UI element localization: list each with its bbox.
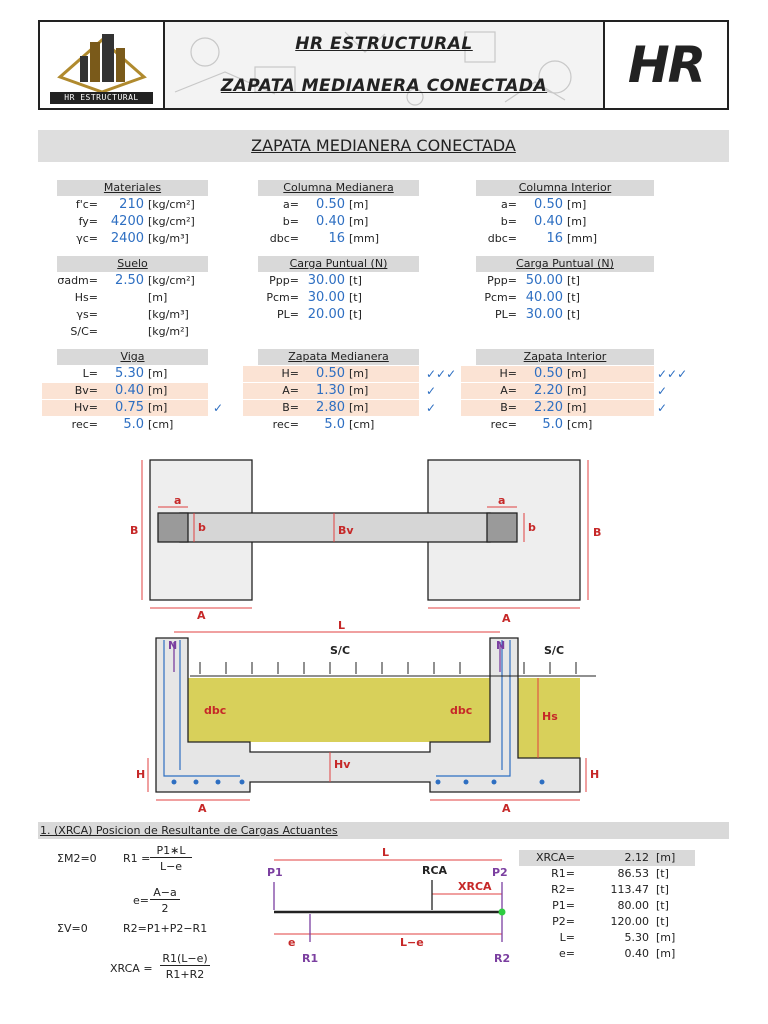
- plan-label-b-right: b: [528, 521, 536, 534]
- section-label-H-right: H: [590, 768, 600, 781]
- columna-interior-row: [461, 231, 654, 247]
- diag-label-RCA: RCA: [422, 864, 448, 877]
- materiales-header: Materiales: [57, 180, 208, 196]
- param-unit: [t]: [567, 308, 580, 321]
- carga-interior-row: [461, 307, 654, 323]
- eq-e-label: e=: [133, 894, 149, 907]
- zapata-interior-row: [461, 417, 654, 433]
- param-unit: [m]: [148, 401, 168, 414]
- result-row: [519, 850, 695, 866]
- param-value[interactable]: 0.75: [115, 400, 144, 415]
- param-key: rec=: [71, 418, 98, 431]
- param-unit: [kg/m³]: [148, 308, 189, 321]
- result-u: [t]: [656, 899, 669, 912]
- viga-row: [42, 366, 208, 382]
- param-value[interactable]: 4200: [110, 214, 144, 229]
- result-k: R2=: [551, 883, 575, 896]
- result-u: [t]: [656, 915, 669, 928]
- param-value[interactable]: 16: [546, 231, 563, 246]
- section-label-sc-left: S/C: [330, 644, 351, 657]
- result-u: [t]: [656, 867, 669, 880]
- param-value[interactable]: 1.30: [316, 383, 345, 398]
- section-label-dbc-right: dbc: [450, 704, 473, 717]
- check-mark-icon: ✓: [426, 384, 437, 398]
- diag-label-R1: R1: [302, 952, 319, 965]
- param-key: Ppp=: [269, 274, 299, 287]
- param-value[interactable]: 0.40: [115, 383, 144, 398]
- carga-medianera-row: [243, 307, 419, 323]
- diag-label-R2: R2: [494, 952, 511, 965]
- param-unit: [kg/m²]: [148, 325, 189, 338]
- materiales-row: [42, 197, 208, 213]
- param-unit: [mm]: [567, 232, 598, 245]
- section1-title: 1. (XRCA) Posicion de Resultante de Cargas Actuantes: [38, 822, 729, 839]
- param-unit: [m]: [349, 367, 369, 380]
- viga-row: [42, 400, 208, 416]
- eq-r1-label: R1 =: [123, 852, 151, 865]
- param-unit: [kg/cm²]: [148, 215, 195, 228]
- section-label-A-left: A: [198, 802, 207, 815]
- result-v: 2.12: [624, 851, 649, 864]
- zapata-interior-row: [461, 400, 654, 416]
- eq-e-numerator: A−a: [150, 886, 180, 900]
- param-value[interactable]: 210: [119, 197, 144, 212]
- param-value[interactable]: 30.00: [525, 307, 563, 322]
- result-row: [519, 930, 695, 946]
- section-label-L: L: [338, 620, 346, 632]
- zapata-medianera-row: [243, 366, 419, 382]
- company-logo: [40, 22, 165, 108]
- diag-label-e: e: [288, 936, 296, 949]
- param-value[interactable]: 40.00: [525, 290, 563, 305]
- param-key: b=: [282, 215, 299, 228]
- result-row: [519, 866, 695, 882]
- viga-row: [42, 383, 208, 399]
- param-key: Bv=: [74, 384, 98, 397]
- param-unit: [m]: [148, 291, 168, 304]
- param-value[interactable]: 20.00: [307, 307, 345, 322]
- plan-label-A-left: A: [197, 609, 206, 622]
- viga-row: [42, 417, 208, 433]
- param-key: Pcm=: [266, 291, 299, 304]
- param-unit: [cm]: [349, 418, 375, 431]
- result-u: [m]: [656, 851, 676, 864]
- param-key: PL=: [277, 308, 299, 321]
- param-key: rec=: [272, 418, 299, 431]
- eq-xrca-label: XRCA =: [110, 962, 153, 975]
- suelo-row: [42, 290, 208, 306]
- diag-label-L-e: L−e: [400, 936, 424, 949]
- param-unit: [cm]: [567, 418, 593, 431]
- param-value[interactable]: 0.50: [316, 366, 345, 381]
- suelo-header: Suelo: [57, 256, 208, 272]
- param-value[interactable]: 5.0: [123, 417, 144, 432]
- param-unit: [m]: [567, 215, 587, 228]
- result-v: 80.00: [617, 899, 649, 912]
- param-unit: [m]: [567, 401, 587, 414]
- brand-mark: HR: [627, 36, 705, 94]
- param-unit: [m]: [349, 215, 369, 228]
- columna-interior-header: Columna Interior: [476, 180, 654, 196]
- suelo-row: [42, 307, 208, 323]
- columna-interior-row: [461, 214, 654, 230]
- result-u: [m]: [656, 947, 676, 960]
- param-value[interactable]: 5.0: [542, 417, 563, 432]
- result-k: e=: [559, 947, 575, 960]
- materiales-row: [42, 214, 208, 230]
- result-k: R1=: [551, 867, 575, 880]
- suelo-row: [42, 324, 208, 340]
- param-value[interactable]: 2.50: [115, 273, 144, 288]
- param-key: A=: [500, 384, 517, 397]
- param-value[interactable]: 30.00: [307, 273, 345, 288]
- section-label-dbc-left: dbc: [204, 704, 227, 717]
- param-key: S/C=: [70, 325, 98, 338]
- param-unit: [t]: [349, 274, 362, 287]
- param-key: Ppp=: [487, 274, 517, 287]
- section-label-H-left: H: [136, 768, 146, 781]
- result-k: P2=: [552, 915, 575, 928]
- param-key: fy=: [78, 215, 98, 228]
- plan-label-a-left: a: [174, 494, 182, 507]
- result-v: 113.47: [610, 883, 649, 896]
- param-value[interactable]: 2.20: [534, 383, 563, 398]
- carga-interior-row: [461, 273, 654, 289]
- param-unit: [m]: [148, 384, 168, 397]
- result-v: 5.30: [624, 931, 649, 944]
- param-unit: [m]: [567, 198, 587, 211]
- result-v: 120.00: [610, 915, 649, 928]
- param-key: A=: [282, 384, 299, 397]
- header-banner: [165, 22, 605, 108]
- suelo-row: [42, 273, 208, 289]
- plan-label-a-right: a: [498, 494, 506, 507]
- plan-label-b-left: b: [198, 521, 206, 534]
- section-label-sc-right: S/C: [544, 644, 565, 657]
- check-mark-icon: ✓: [657, 384, 668, 398]
- param-value[interactable]: 2400: [110, 231, 144, 246]
- zapata-medianera-row: [243, 400, 419, 416]
- param-value[interactable]: 5.30: [115, 366, 144, 381]
- param-value[interactable]: 5.0: [324, 417, 345, 432]
- plan-label-B-left: B: [130, 524, 139, 537]
- param-unit: [t]: [349, 308, 362, 321]
- param-unit: [kg/cm²]: [148, 274, 195, 287]
- columna-medianera-row: [243, 197, 419, 213]
- column-right-plan: [487, 513, 517, 542]
- result-row: [519, 946, 695, 962]
- result-row: [519, 898, 695, 914]
- result-row: [519, 882, 695, 898]
- columna-medianera-row: [243, 214, 419, 230]
- carga-medianera-header: Carga Puntual (N): [258, 256, 419, 272]
- result-v: 86.53: [617, 867, 649, 880]
- section-label-Hs: Hs: [542, 710, 558, 723]
- result-k: XRCA=: [535, 851, 575, 864]
- param-value[interactable]: 0.50: [316, 197, 345, 212]
- param-unit: [m]: [567, 384, 587, 397]
- banner-line2: ZAPATA MEDIANERA CONECTADA: [220, 76, 548, 96]
- section-label-N-right: N: [496, 639, 506, 652]
- eq-sum-moments: ΣM2=0: [57, 852, 97, 865]
- result-k: L=: [559, 931, 575, 944]
- param-key: dbc=: [269, 232, 299, 245]
- param-value[interactable]: 50.00: [525, 273, 563, 288]
- result-v: 0.40: [624, 947, 649, 960]
- columna-medianera-header: Columna Medianera: [258, 180, 419, 196]
- header-frame: [38, 20, 729, 110]
- param-key: γc=: [76, 232, 98, 245]
- param-unit: [m]: [349, 198, 369, 211]
- section-label-Hv: Hv: [334, 758, 351, 771]
- param-unit: [m]: [349, 401, 369, 414]
- diag-label-P2: P2: [492, 866, 508, 879]
- zapata-interior-row: [461, 383, 654, 399]
- eq-r2: R2=P1+P2−R1: [123, 922, 208, 935]
- param-unit: [kg/m³]: [148, 232, 189, 245]
- logo-text: HR ESTRUCTURAL: [50, 92, 153, 104]
- param-unit: [m]: [148, 367, 168, 380]
- param-value[interactable]: 2.20: [534, 400, 563, 415]
- check-mark-icon: ✓✓✓: [657, 367, 688, 381]
- zapata-interior-row: [461, 366, 654, 382]
- section-view-diagram: [130, 620, 610, 818]
- columna-interior-row: [461, 197, 654, 213]
- carga-medianera-row: [243, 273, 419, 289]
- carga-medianera-row: [243, 290, 419, 306]
- param-unit: [kg/cm²]: [148, 198, 195, 211]
- plan-view-diagram: [130, 452, 630, 624]
- param-key: rec=: [490, 418, 517, 431]
- viga-header: Viga: [57, 349, 208, 365]
- param-unit: [t]: [567, 274, 580, 287]
- param-value[interactable]: 0.40: [316, 214, 345, 229]
- eq-r1-numerator: P1∗L: [150, 844, 192, 858]
- param-key: a=: [501, 198, 517, 211]
- param-key: H=: [281, 367, 299, 380]
- zapata-medianera-header: Zapata Medianera: [258, 349, 419, 365]
- section-label-A-right: A: [502, 802, 511, 815]
- carga-interior-header: Carga Puntual (N): [476, 256, 654, 272]
- diag-label-P1: P1: [267, 866, 283, 879]
- eq-sum-vertical: ΣV=0: [57, 922, 88, 935]
- param-value[interactable]: 30.00: [307, 290, 345, 305]
- param-key: a=: [283, 198, 299, 211]
- param-value[interactable]: 16: [328, 231, 345, 246]
- param-key: σadm=: [57, 274, 98, 287]
- section-label-N-left: N: [168, 639, 178, 652]
- result-row: [519, 914, 695, 930]
- eq-r1-denominator: L−e: [159, 860, 183, 873]
- param-value[interactable]: 0.50: [534, 366, 563, 381]
- check-mark-icon: ✓: [213, 401, 224, 415]
- check-mark-icon: ✓: [657, 401, 668, 415]
- diag-label-L: L: [382, 846, 390, 859]
- eq-xrca-numerator: R1(L−e): [160, 952, 210, 966]
- param-value[interactable]: 0.50: [534, 197, 563, 212]
- plan-label-B-right: B: [593, 526, 602, 539]
- param-key: L=: [82, 367, 98, 380]
- param-unit: [mm]: [349, 232, 380, 245]
- eq-xrca-denominator: R1+R2: [165, 968, 205, 981]
- plan-label-A-right: A: [502, 612, 511, 624]
- materiales-row: [42, 231, 208, 247]
- resultant-diagram: [262, 842, 524, 968]
- columna-medianera-row: [243, 231, 419, 247]
- diag-label-XRCA: XRCA: [458, 880, 492, 893]
- param-key: H=: [499, 367, 517, 380]
- param-key: B=: [500, 401, 517, 414]
- param-key: f'c=: [75, 198, 98, 211]
- page-title: ZAPATA MEDIANERA CONECTADA: [38, 130, 729, 162]
- check-mark-icon: ✓: [426, 401, 437, 415]
- zapata-medianera-row: [243, 417, 419, 433]
- param-key: dbc=: [487, 232, 517, 245]
- param-key: B=: [282, 401, 299, 414]
- param-key: Hv=: [74, 401, 98, 414]
- result-u: [m]: [656, 931, 676, 944]
- param-unit: [cm]: [148, 418, 174, 431]
- carga-interior-row: [461, 290, 654, 306]
- beam-plan: [180, 513, 490, 542]
- result-u: [t]: [656, 883, 669, 896]
- param-key: Hs=: [74, 291, 98, 304]
- param-value[interactable]: 2.80: [316, 400, 345, 415]
- param-unit: [t]: [349, 291, 362, 304]
- banner-line1: HR ESTRUCTURAL: [295, 34, 473, 54]
- zapata-interior-header: Zapata Interior: [476, 349, 654, 365]
- param-unit: [t]: [567, 291, 580, 304]
- param-unit: [m]: [567, 367, 587, 380]
- param-key: PL=: [495, 308, 517, 321]
- plan-label-Bv: Bv: [338, 524, 354, 537]
- result-k: P1=: [552, 899, 575, 912]
- check-mark-icon: ✓✓✓: [426, 367, 457, 381]
- param-unit: [m]: [349, 384, 369, 397]
- eq-e-denominator: 2: [161, 902, 169, 915]
- param-key: Pcm=: [484, 291, 517, 304]
- param-key: γs=: [76, 308, 98, 321]
- zapata-medianera-row: [243, 383, 419, 399]
- param-value[interactable]: 0.40: [534, 214, 563, 229]
- param-key: b=: [500, 215, 517, 228]
- column-left-plan: [158, 513, 188, 542]
